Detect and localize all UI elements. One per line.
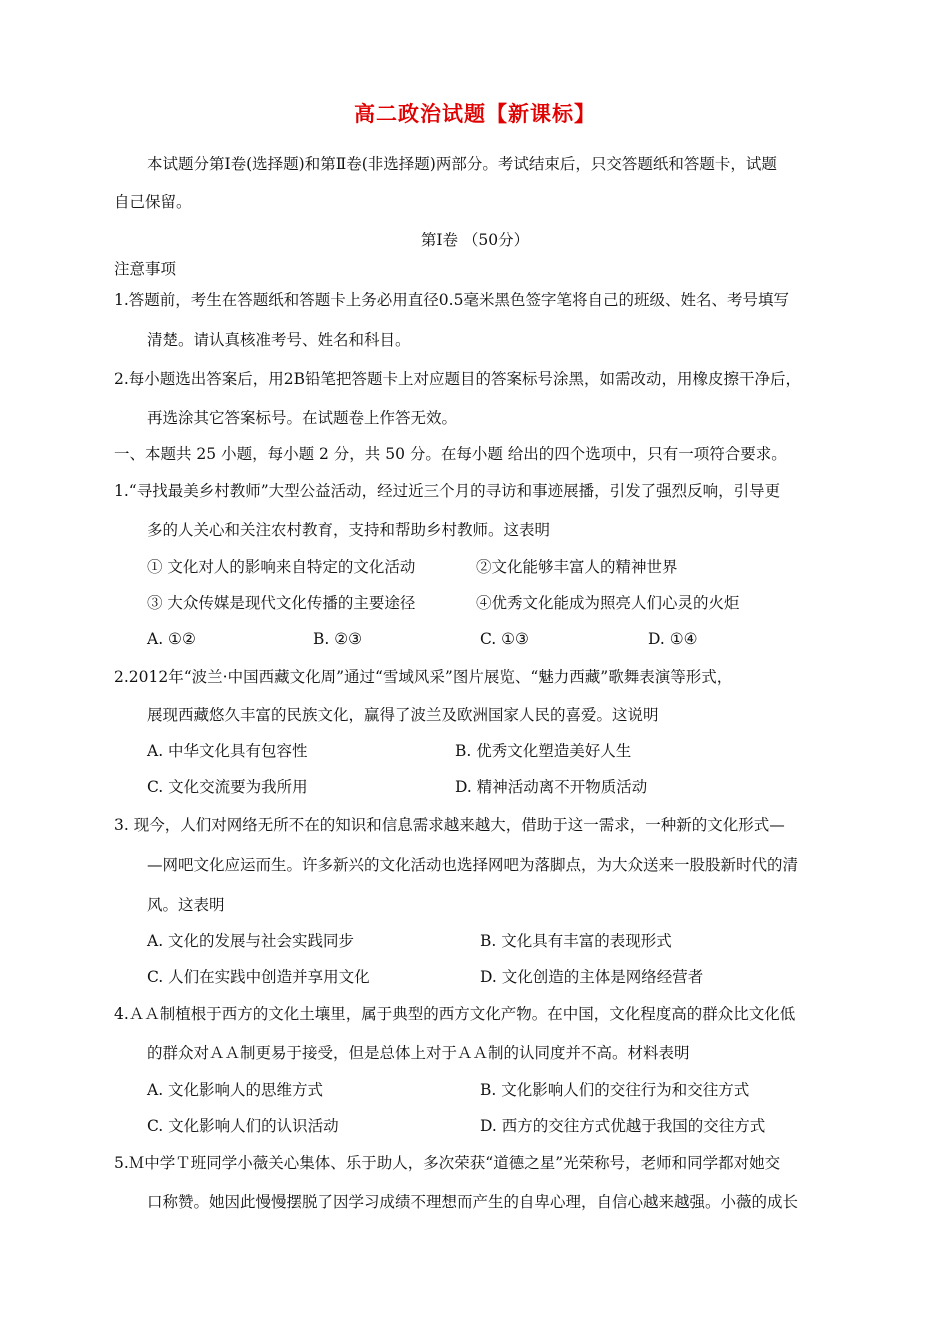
q2-option-d: D. 精神活动离不开物质活动 — [455, 778, 648, 796]
q1-statement-1: ① 文化对人的影响来自特定的文化活动 — [147, 558, 416, 576]
q4-line-2: 的群众对ＡＡ制更易于接受，但是总体上对于ＡＡ制的认同度并不高。材料表明 — [147, 1044, 690, 1062]
q1-line-2: 多的人关心和关注农村教育，支持和帮助乡村教师。这表明 — [147, 521, 551, 539]
q2-line-1: 2.2012年“波兰·中国西藏文化周”通过“雪域风采”图片展览、“魅力西藏”歌舞表演等形式， — [114, 668, 733, 686]
q3-option-b: B. 文化具有丰富的表现形式 — [480, 932, 672, 950]
intro-line-2: 自己保留。 — [114, 193, 192, 211]
q3-option-a: A. 文化的发展与社会实践同步 — [147, 932, 355, 950]
q1-option-a: A. ①② — [147, 630, 196, 648]
q1-statement-3: ③ 大众传媒是现代文化传播的主要途径 — [147, 594, 416, 612]
section-1-instructions: 一、本题共 25 小题，每小题 2 分，共 50 分。在每小题 给出的四个选项中，只有一项符合要求。 — [114, 445, 787, 463]
q4-option-b: B. 文化影响人们的交往行为和交往方式 — [480, 1081, 750, 1099]
note-2-line-1: 2.每小题选出答案后，用2B铅笔把答题卡上对应题目的答案标号涂黑，如需改动，用橡皮擦干净后， — [114, 370, 802, 388]
q1-statement-4: ④优秀文化能成为照亮人们心灵的火炬 — [476, 594, 740, 612]
q3-line-3: 风。这表明 — [147, 896, 225, 914]
q3-line-2: —网吧文化应运而生。许多新兴的文化活动也选择网吧为落脚点，为大众送来一股股新时代的清 — [147, 856, 799, 874]
notes-heading: 注意事项 — [114, 260, 177, 278]
page-title: 高二政治试题【新课标】 — [354, 102, 596, 126]
q2-line-2: 展现西藏悠久丰富的民族文化，赢得了波兰及欧洲国家人民的喜爱。这说明 — [147, 706, 659, 724]
q4-option-c: C. 文化影响人们的认识活动 — [147, 1117, 339, 1135]
note-1-line-2: 清楚。请认真核准考号、姓名和科目。 — [147, 331, 411, 349]
part1-heading: 第Ⅰ卷 （50分） — [420, 231, 530, 249]
q3-option-d: D. 文化创造的主体是网络经营者 — [480, 968, 704, 986]
q5-line-1: 5.Ｍ中学Ｔ班同学小薇关心集体、乐于助人，多次荣获“道德之星”光荣称号，老师和同学都对她交 — [114, 1154, 781, 1172]
q1-line-1: 1.“寻找最美乡村教师”大型公益活动，经过近三个月的寻访和事迹展播，引发了强烈反响，引导更 — [114, 482, 781, 500]
q4-line-1: 4.ＡＡ制植根于西方的文化土壤里，属于典型的西方文化产物。在中国，文化程度高的群众比文化低 — [114, 1005, 796, 1023]
q3-line-1: 3. 现今，人们对网络无所不在的知识和信息需求越来越大，借助于这一需求，一种新的文化形式— — [114, 816, 785, 834]
q1-statement-2: ②文化能够丰富人的精神世界 — [476, 558, 678, 576]
q4-option-a: A. 文化影响人的思维方式 — [147, 1081, 324, 1099]
q2-option-c: C. 文化交流要为我所用 — [147, 778, 308, 796]
q1-option-b: B. ②③ — [313, 630, 363, 648]
q2-option-a: A. 中华文化具有包容性 — [147, 742, 308, 760]
note-2-line-2: 再选涂其它答案标号。在试题卷上作答无效。 — [147, 409, 458, 427]
q5-line-2: 口称赞。她因此慢慢摆脱了因学习成绩不理想而产生的自卑心理，自信心越来越强。小薇的成长 — [147, 1193, 799, 1211]
note-1-line-1: 1.答题前，考生在答题纸和答题卡上务必用直径0.5毫米黑色签字笔将自己的班级、姓名、考号填写 — [114, 291, 789, 309]
q1-option-d: D. ①④ — [648, 630, 698, 648]
q4-option-d: D. 西方的交往方式优越于我国的交往方式 — [480, 1117, 766, 1135]
q1-option-c: C. ①③ — [480, 630, 529, 648]
intro-line-1: 本试题分第Ⅰ卷(选择题)和第Ⅱ卷(非选择题)两部分。考试结束后，只交答题纸和答题卡，试题 — [147, 155, 777, 173]
q2-option-b: B. 优秀文化塑造美好人生 — [455, 742, 632, 760]
q3-option-c: C. 人们在实践中创造并享用文化 — [147, 968, 370, 986]
